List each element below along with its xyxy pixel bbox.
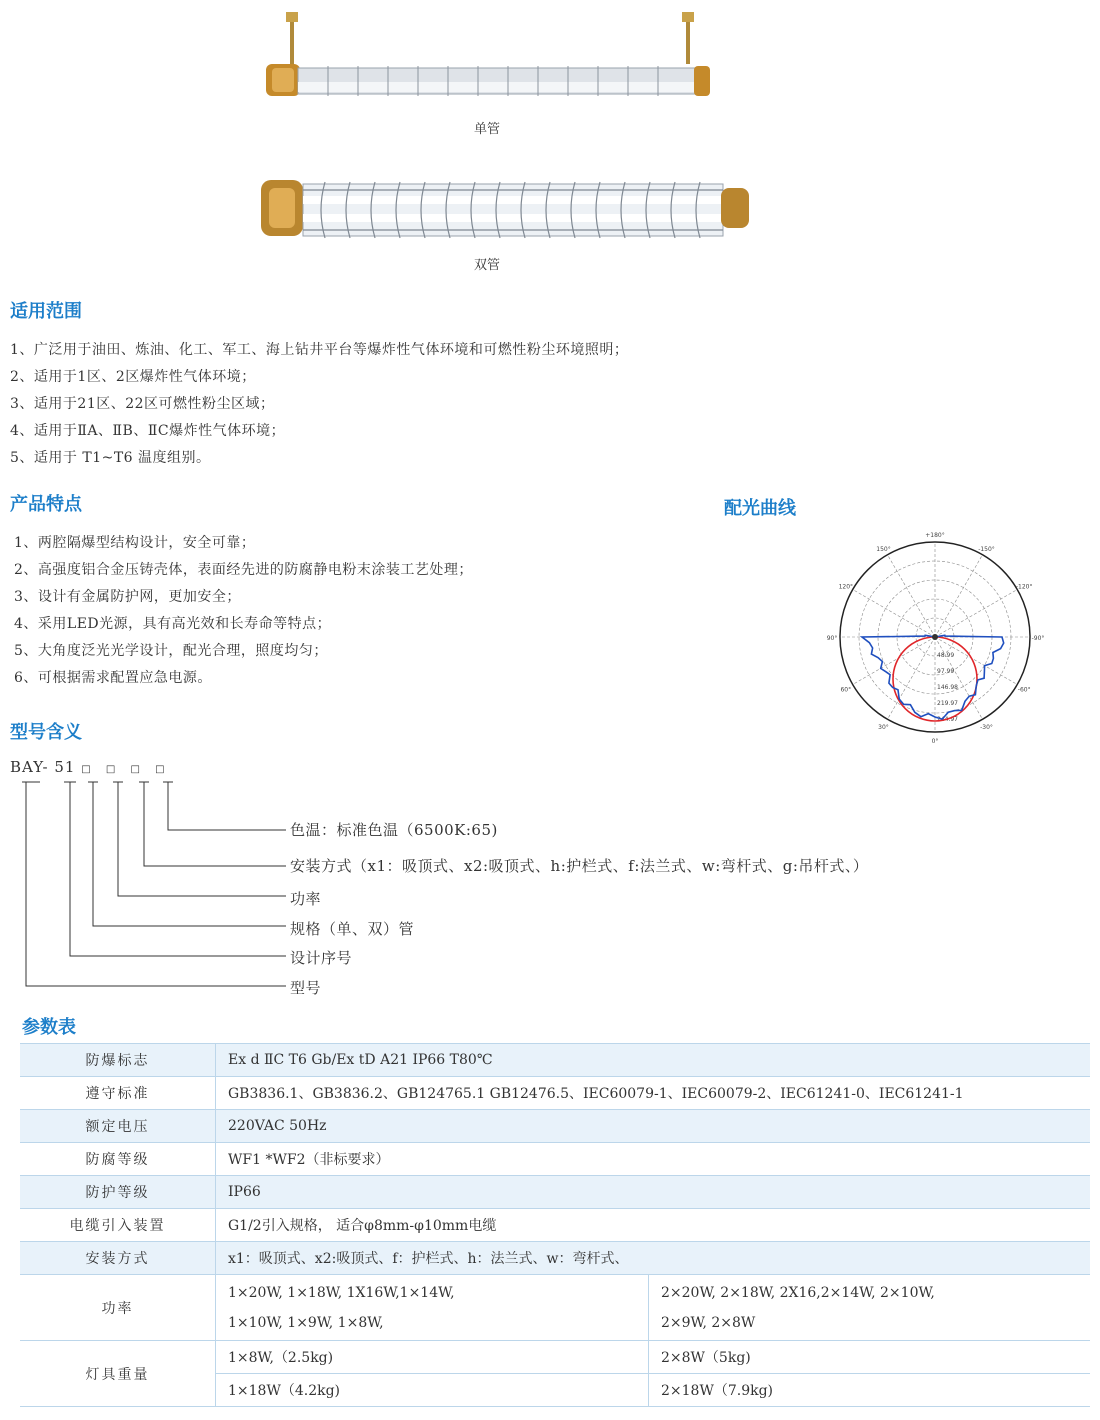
polar-angle-label: 60° — [840, 686, 852, 694]
param-value: x1：吸顶式、x2:吸顶式、f：护栏式、h：法兰式、w：弯杆式、 — [216, 1242, 1091, 1275]
power-double-cell — [649, 1275, 1091, 1341]
param-value: IP66 — [216, 1176, 1091, 1209]
table-row — [20, 1176, 1090, 1209]
polar-center-point — [932, 634, 938, 640]
weight-single: 1×8W,（2.5kg) — [216, 1341, 649, 1374]
feature-item: 1、两腔隔爆型结构设计，安全可靠； — [14, 535, 256, 551]
single-tube-lamp-image — [258, 8, 718, 113]
polar-angle-label: -30° — [980, 724, 993, 732]
param-value: WF1 *WF2（非标要求） — [216, 1143, 1091, 1176]
param-value: 220VAC 50Hz — [216, 1110, 1091, 1143]
features-heading: 产品特点 — [10, 494, 82, 515]
polar-light-distribution-diagram — [826, 525, 1045, 745]
weight-double: 2×8W（5kg) — [649, 1341, 1091, 1374]
table-row — [20, 1242, 1090, 1275]
table-row — [20, 1044, 1090, 1077]
scope-item: 1、广泛用于油田、炼油、化工、军工、海上钻井平台等爆炸性气体环境和可燃性粉尘环境照明； — [10, 342, 629, 358]
polar-angle-label: -120° — [1015, 583, 1033, 591]
model-code-text: BAY- 51 — [10, 758, 76, 776]
param-value: G1/2引入规格， 适合φ8mm-φ10mm电缆 — [216, 1209, 1091, 1242]
feature-item: 4、采用LED光源，具有高光效和长寿命等特点； — [14, 616, 332, 632]
table-row — [20, 1275, 1090, 1341]
param-key: 防护等级 — [20, 1176, 216, 1209]
polar-angle-label: -150° — [978, 545, 995, 553]
model-item-spec: 规格（单、双）管 — [290, 920, 415, 938]
param-value: Ex d ⅡC T6 Gb/Ex tD A21 IP66 T80℃ — [216, 1044, 1091, 1077]
model-heading: 型号含义 — [10, 722, 82, 743]
model-code-boxes: □ □ □ □ — [81, 764, 171, 775]
power-single-line: 1×10W, 1×9W, 1×8W, — [228, 1314, 384, 1331]
polar-angle-label: +180° — [925, 532, 945, 539]
power-double-line: 2×20W, 2×18W, 2X16,2×14W, 2×10W, — [661, 1284, 935, 1301]
polar-radial-label: 244.97 — [937, 716, 958, 723]
table-row — [20, 1143, 1090, 1176]
power-single-line: 1×20W, 1×18W, 1X16W,1×14W, — [228, 1284, 455, 1301]
scope-item: 5、适用于 T1~T6 温度组别。 — [10, 450, 211, 466]
weight-double: 2×18W（7.9kg) — [649, 1374, 1091, 1407]
polar-angle-label: -60° — [1017, 686, 1031, 694]
param-key: 遵守标准 — [20, 1077, 216, 1110]
model-item-color-temp: 色温：标准色温（6500K:65) — [290, 821, 498, 839]
param-key: 安装方式 — [20, 1242, 216, 1275]
model-item-install: 安装方式（x1：吸顶式、x2:吸顶式、h:护栏式、f:法兰式、w:弯杆式、g:吊杆式、） — [290, 857, 869, 875]
feature-item: 6、可根据需求配置应急电源。 — [14, 670, 212, 686]
scope-heading: 适用范围 — [10, 301, 82, 322]
polar-heading: 配光曲线 — [724, 498, 796, 519]
single-tube-caption: 单管 — [474, 122, 501, 137]
param-key: 防爆标志 — [20, 1044, 216, 1077]
polar-radial-label: 219.97 — [937, 700, 958, 707]
feature-item: 5、大角度泛光光学设计，配光合理，照度均匀； — [14, 643, 328, 659]
param-key: 灯具重量 — [20, 1341, 216, 1407]
power-single-cell — [216, 1275, 649, 1341]
scope-list — [10, 337, 628, 472]
polar-radial-label: 97.99 — [937, 668, 955, 675]
polar-angle-label: 90° — [826, 635, 838, 642]
polar-angle-label: 120° — [838, 583, 854, 591]
features-list — [14, 530, 473, 692]
model-item-type: 型号 — [290, 979, 322, 997]
double-tube-caption: 双管 — [474, 258, 501, 273]
polar-angle-label: 30° — [878, 724, 889, 732]
scope-item: 4、适用于ⅡA、ⅡB、ⅡC爆炸性气体环境； — [10, 423, 286, 439]
polar-radial-label: 48.99 — [937, 652, 955, 659]
table-row — [20, 1077, 1090, 1110]
power-double-line: 2×9W, 2×8W — [661, 1314, 756, 1331]
double-tube-lamp-image — [255, 170, 755, 250]
param-value: GB3836.1、GB3836.2、GB124765.1 GB12476.5、IEC60079-1、IEC60079-2、IEC61241-0、IEC61241-1 — [216, 1077, 1091, 1110]
scope-item: 3、适用于21区、22区可燃性粉尘区域； — [10, 396, 275, 412]
table-row — [20, 1341, 1090, 1374]
param-key: 防腐等级 — [20, 1143, 216, 1176]
scope-item: 2、适用于1区、2区爆炸性气体环境； — [10, 369, 256, 385]
polar-radial-label: 146.98 — [937, 684, 958, 691]
model-item-power: 功率 — [290, 890, 322, 908]
feature-item: 3、设计有金属防护网，更加安全； — [14, 589, 241, 605]
model-item-serial: 设计序号 — [290, 949, 353, 967]
table-row — [20, 1209, 1090, 1242]
param-key: 电缆引入装置 — [20, 1209, 216, 1242]
polar-angle-label: -90° — [1031, 635, 1045, 642]
params-table — [20, 1044, 1090, 1407]
weight-single: 1×18W（4.2kg) — [216, 1374, 649, 1407]
feature-item: 2、高强度铝合金压铸壳体，表面经先进的防腐静电粉末涂装工艺处理； — [14, 562, 473, 578]
table-row — [20, 1110, 1090, 1143]
model-connector-lines — [0, 770, 300, 1000]
param-key: 额定电压 — [20, 1110, 216, 1143]
param-key: 功率 — [20, 1275, 216, 1341]
polar-angle-label: 0° — [931, 738, 939, 745]
params-heading: 参数表 — [22, 1017, 76, 1038]
polar-angle-label: 150° — [876, 545, 891, 553]
